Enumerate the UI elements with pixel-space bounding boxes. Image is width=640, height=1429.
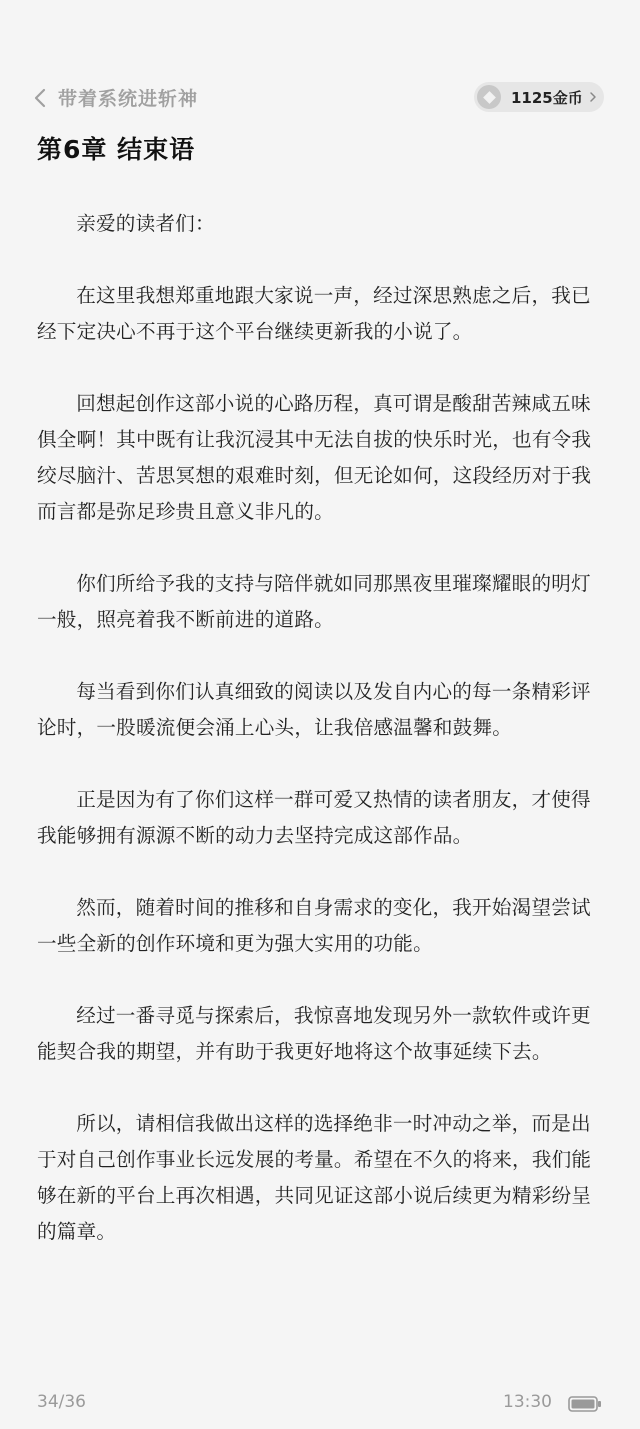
paragraph: 在这里我想郑重地跟大家说一声，经过深思熟虑之后，我已经下定决心不再于这个平台继续更新我的小说了。 [37,284,591,343]
paragraph: 然而，随着时间的推移和自身需求的变化，我开始渴望尝试一些全新的创作环境和更为强大实用的功能。 [37,896,591,955]
reader-footer [0,1392,640,1418]
paragraph: 回想起创作这部小说的心路历程，真可谓是酸甜苦辣咸五味俱全啊！其中既有让我沉浸其中无法自拔的快乐时光，也有令我绞尽脑汁、苦思冥想的艰难时刻，但无论如何，这段经历对于我而言都是弥足珍贵且意义非凡的。 [37,392,592,523]
chapter-content [37,206,607,1286]
book-title: 带着系统进斩神 [58,88,199,110]
page-indicator: 34/36 [37,1392,86,1412]
paragraph: 亲爱的读者们： [76,212,215,235]
reader-header [0,78,640,118]
coin-balance-label: 1125金币 [511,88,583,107]
coin-balance-button[interactable] [474,82,604,112]
chapter-title: 第6章 结束语 [37,135,196,164]
battery-icon [568,1396,602,1412]
paragraph: 所以，请相信我做出这样的选择绝非一时冲动之举，而是出于对自己创作事业长远发展的考量。希望在不久的将来，我们能够在新的平台上再次相遇，共同见证这部小说后续更为精彩纷呈的篇章。 [37,1112,592,1243]
paragraph: 你们所给予我的支持与陪伴就如同那黑夜里璀璨耀眼的明灯一般，照亮着我不断前进的道路。 [37,572,591,631]
coin-icon [477,85,501,109]
paragraph: 经过一番寻觅与探索后，我惊喜地发现另外一款软件或许更能契合我的期望，并有助于我更好地将这个故事延续下去。 [37,1004,591,1063]
back-button[interactable] [32,84,198,111]
paragraph: 正是因为有了你们这样一群可爱又热情的读者朋友，才使得我能够拥有源源不断的动力去坚持完成这部作品。 [37,788,591,847]
clock: 13:30 [503,1392,552,1412]
chevron-left-icon [32,86,48,110]
paragraph: 每当看到你们认真细致的阅读以及发自内心的每一条精彩评论时，一股暖流便会涌上心头，让我倍感温馨和鼓舞。 [37,680,591,739]
chevron-right-icon [589,91,597,103]
